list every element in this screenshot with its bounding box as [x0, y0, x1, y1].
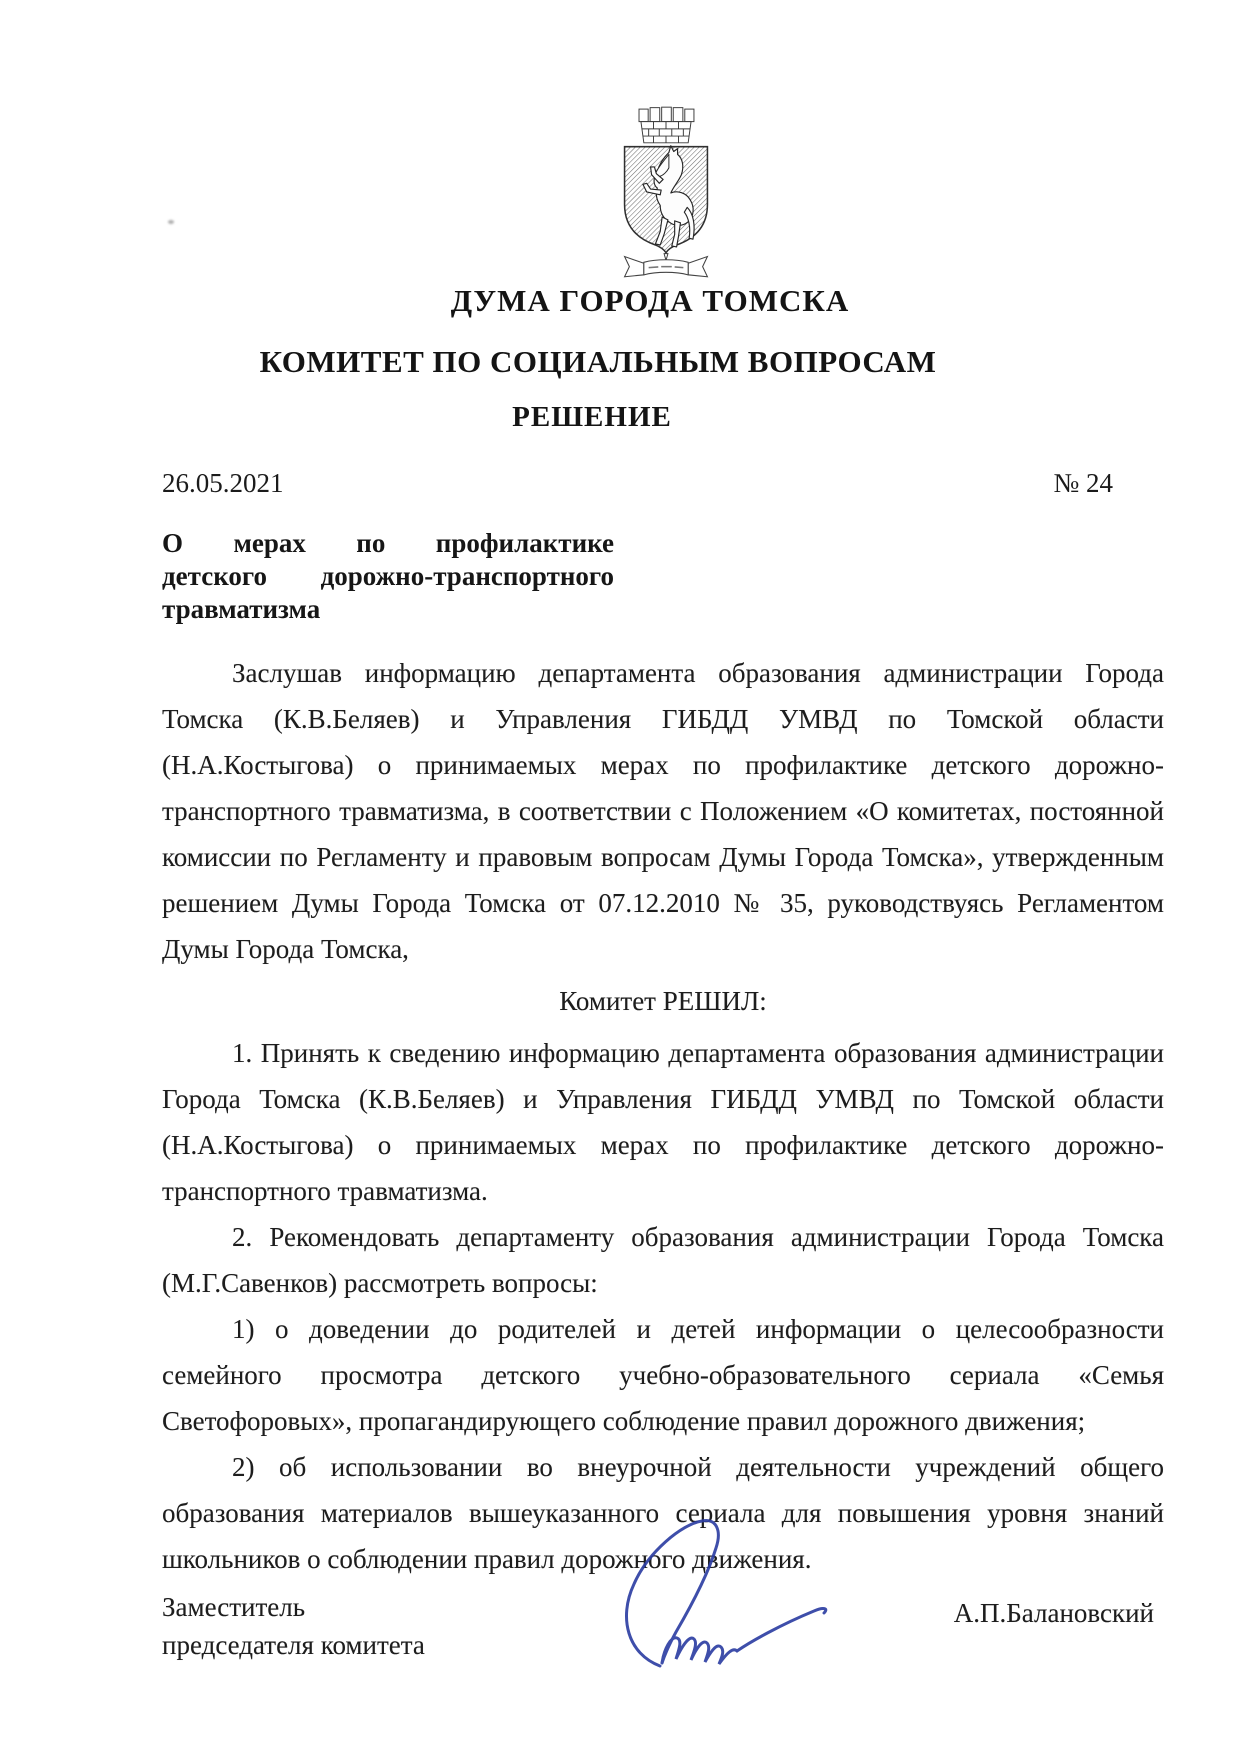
tomsk-coat-of-arms-icon: [613, 100, 719, 282]
date-number-line: [162, 468, 1113, 500]
document-body: [162, 650, 1164, 1582]
signer-position-line: Заместитель: [162, 1592, 306, 1622]
handwritten-signature: [598, 1516, 858, 1676]
subject-line: травматизма: [162, 594, 321, 624]
resolution-item-2: 2. Рекомендовать департаменту образования администрации Города Томска (М.Г.Савенков) рассмотреть вопросы:: [162, 1222, 1164, 1298]
committee-heading: КОМИТЕТ ПО СОЦИАЛЬНЫМ ВОПРОСАМ: [259, 344, 937, 379]
document-subject: [162, 527, 614, 626]
shield-icon: [625, 146, 708, 261]
document-type-heading: РЕШЕНИЕ: [512, 401, 672, 433]
resolution-subitem-2: 2) об использовании во внеурочной деятельности учреждений общего образования материалов вышеуказанного сериала для повышения уровня знаний школьников о соблюдении правил дорожного движения.: [162, 1452, 1164, 1574]
subject-line: О мерах по профилактике: [162, 528, 614, 558]
preamble-paragraph: Заслушав информацию департамента образования администрации Города Томска (К.В.Беляев) и Управления ГИБДД УМВД по Томской области (Н.А.Костыгова) о принимаемых мерах по профилактике детского дорожно-транспортного травматизма, в соответствии с Положением «О комитетах, постоянной комиссии по Регламенту и правовым вопросам Думы Города Томска», утвержденным решением Думы Города Томска от 07.12.2010 № 35, руководствуясь Регламентом Думы Города Томска,: [162, 658, 1164, 964]
resolution-heading: Комитет РЕШИЛ:: [559, 986, 767, 1016]
resolution-subitem-1: 1) о доведении до родителей и детей информации о целесообразности семейного просмотра детского учебно-образовательного сериала «Семья Светофоровых», пропагандирующего соблюдение правил дорожного движения;: [162, 1314, 1164, 1436]
mural-crown-icon: [639, 107, 694, 143]
document-number: № 24: [1053, 468, 1113, 498]
signer-position-line: председателя комитета: [162, 1630, 425, 1660]
scan-artifact-mark: [168, 220, 174, 224]
org-name-heading: ДУМА ГОРОДА ТОМСКА: [450, 283, 850, 318]
resolution-item-1: 1. Принять к сведению информацию департамента образования администрации Города Томска (К.В.Беляев) и Управления ГИБДД УМВД по Томской области (Н.А.Костыгова) о принимаемых мерах по профилактике детского дорожно-транспортного травматизма.: [162, 1038, 1164, 1206]
document-date: 26.05.2021: [162, 468, 284, 498]
subject-line: детского дорожно-транспортного: [162, 561, 614, 591]
ribbon-icon: [625, 257, 708, 277]
signer-position: [162, 1588, 425, 1664]
signer-name: А.П.Балановский: [953, 1598, 1154, 1628]
